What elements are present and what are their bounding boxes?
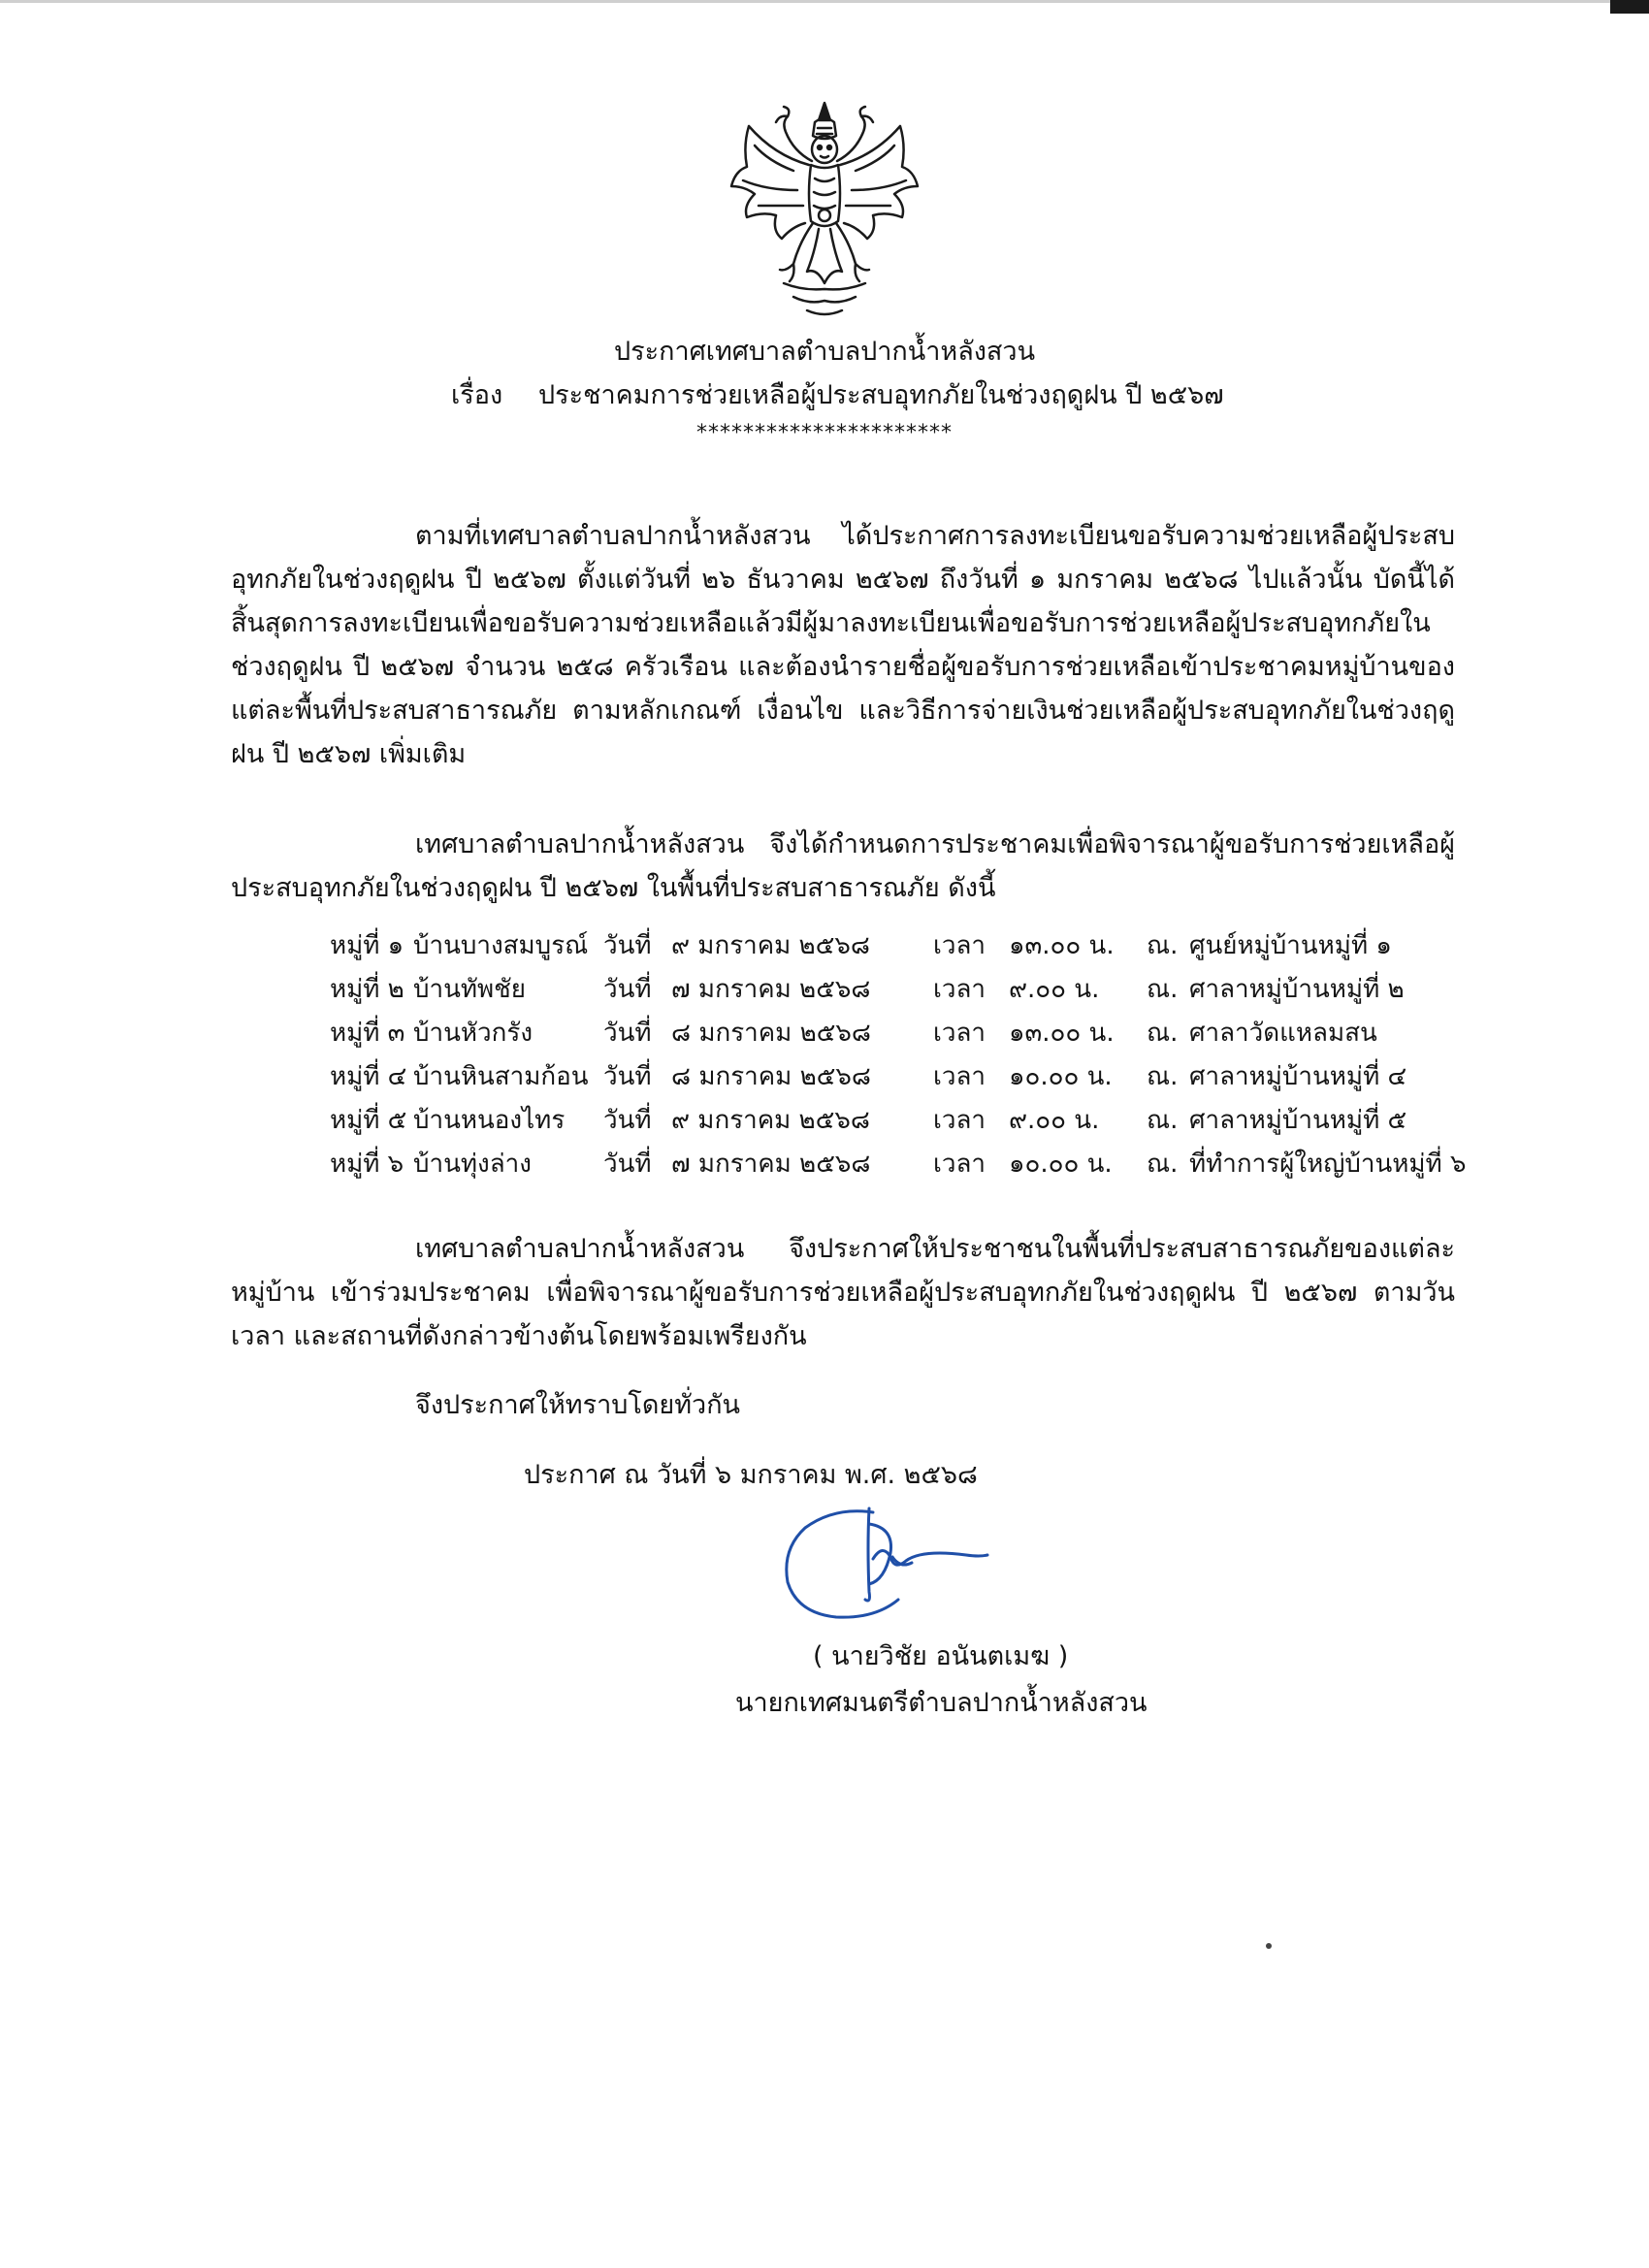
announcement-title: ประกาศเทศบาลตำบลปากน้ำหลังสวน [613,337,1036,367]
paragraph-schedule-intro: เทศบาลตำบลปากน้ำหลังสวน จึงได้กำหนดการประชาคมเพื่อพิจารณาผู้ขอรับการช่วยเหลือผู้ประสบอุทกภัยในช่วงฤดูฝน ปี ๒๕๖๗ ในพื้นที่ประสบสาธารณภัย ดังนี้ [231,829,1455,903]
schedule-date: ๙ มกราคม ๒๕๖๘ [671,931,870,960]
schedule-row [330,1012,1465,1055]
schedule-date: ๗ มกราคม ๒๕๖๘ [671,975,871,1004]
schedule-at: ณ. [1147,1062,1179,1091]
schedule-moo: หมู่ที่ ๖ [330,1150,404,1179]
schedule-time-label: เวลา [933,931,986,960]
paragraph-background: ตามที่เทศบาลตำบลปากน้ำหลังสวน ได้ประกาศการลงทะเบียนขอรับความช่วยเหลือผู้ประสบอุทกภัยในช่วงฤดูฝน ปี ๒๕๖๗ ตั้งแต่วันที่ ๒๖ ธันวาคม ๒๕๖๗ ถึงวันที่ ๑ มกราคม ๒๕๖๘ ไปแล้วนั้น บัดนี้ได้สิ้นสุดการลงทะเบียนเพื่อขอรับความช่วยเหลือแล้วมีผู้มาลงทะเบียนเพื่อขอรับการช่วยเหลือผู้ประสบอุทกภัยในช่วงฤดูฝน ปี ๒๕๖๗ จำนวน ๒๕๘ ครัวเรือน และต้องนำรายชื่อผู้ขอรับการช่วยเหลือเข้าประชาคมหมู่บ้านของแต่ละพื้นที่ประสบสาธารณภัย ตามหลักเกณฑ์ เงื่อนไข และวิธีการจ่ายเงินช่วยเหลือผู้ประสบอุทกภัยในช่วงฤดูฝน ปี ๒๕๖๗ เพิ่มเติม [231,521,1455,769]
schedule-day-label: วันที่ [603,975,652,1004]
schedule-row [330,1099,1465,1143]
schedule-time: ๑๓.๐๐ น. [1009,931,1115,960]
garuda-emblem-icon [726,97,923,320]
schedule-village: บ้านหนองไทร [413,1106,566,1135]
schedule-time-label: เวลา [933,975,986,1004]
schedule-place: ศาลาวัดแหลมสน [1189,1019,1377,1048]
schedule-row [330,924,1465,968]
schedule-row [330,1055,1465,1099]
meeting-schedule [330,924,1465,1186]
subject-text: ประชาคมการช่วยเหลือผู้ประสบอุทกภัยในช่วงฤดูฝน ปี ๒๕๖๗ [538,380,1224,410]
schedule-village: บ้านทัพชัย [413,975,527,1004]
schedule-place: ศาลาหมู่บ้านหมู่ที่ ๒ [1189,975,1405,1004]
scan-speck [1266,1943,1272,1949]
schedule-date: ๙ มกราคม ๒๕๖๘ [671,1106,870,1135]
schedule-time-label: เวลา [933,1019,986,1048]
schedule-time: ๑๐.๐๐ น. [1009,1150,1113,1179]
schedule-time: ๑๓.๐๐ น. [1009,1019,1115,1048]
schedule-time-label: เวลา [933,1106,986,1135]
schedule-village: บ้านทุ่งล่าง [413,1150,532,1179]
schedule-day-label: วันที่ [603,1106,652,1135]
schedule-moo: หมู่ที่ ๒ [330,975,404,1004]
schedule-date: ๗ มกราคม ๒๕๖๘ [671,1150,871,1179]
schedule-place: ศูนย์หมู่บ้านหมู่ที่ ๑ [1189,931,1392,960]
schedule-village: บ้านหินสามก้อน [413,1062,589,1091]
schedule-time-label: เวลา [933,1150,986,1179]
schedule-place: ศาลาหมู่บ้านหมู่ที่ ๕ [1189,1106,1407,1135]
schedule-row [330,1143,1465,1186]
paragraph-invitation: เทศบาลตำบลปากน้ำหลังสวน จึงประกาศให้ประชาชนในพื้นที่ประสบสาธารณภัยของแต่ละหมู่บ้าน เข้าร่วมประชาคม เพื่อพิจารณาผู้ขอรับการช่วยเหลือผู้ประสบอุทกภัยในช่วงฤดูฝน ปี ๒๕๖๗ ตามวัน เวลา และสถานที่ดังกล่าวข้างต้นโดยพร้อมเพรียงกัน [231,1234,1455,1351]
schedule-day-label: วันที่ [603,1150,652,1179]
closing-line: จึงประกาศให้ทราบโดยทั่วกัน [415,1390,740,1420]
signer-name: ( นายวิชัย อนันตเมฆ ) [813,1641,1069,1671]
schedule-time: ๙.๐๐ น. [1009,1106,1100,1135]
scan-edge [0,0,1649,3]
schedule-date: ๘ มกราคม ๒๕๖๘ [671,1019,871,1048]
schedule-village: บ้านหัวกรัง [413,1019,534,1048]
schedule-at: ณ. [1147,931,1179,960]
schedule-time: ๙.๐๐ น. [1009,975,1100,1004]
schedule-place: ศาลาหมู่บ้านหมู่ที่ ๔ [1189,1062,1407,1091]
schedule-village: บ้านบางสมบูรณ์ [413,931,589,960]
schedule-day-label: วันที่ [603,1019,652,1048]
signer-title: นายกเทศมนตรีตำบลปากน้ำหลังสวน [735,1688,1148,1718]
schedule-at: ณ. [1147,1106,1179,1135]
subject-label: เรื่อง [451,380,503,410]
schedule-moo: หมู่ที่ ๔ [330,1062,407,1091]
schedule-moo: หมู่ที่ ๑ [330,931,404,960]
schedule-row [330,968,1465,1012]
schedule-at: ณ. [1147,975,1179,1004]
schedule-moo: หมู่ที่ ๓ [330,1019,405,1048]
schedule-moo: หมู่ที่ ๕ [330,1106,407,1135]
schedule-at: ณ. [1147,1150,1179,1179]
schedule-time-label: เวลา [933,1062,986,1091]
schedule-day-label: วันที่ [603,931,652,960]
handwritten-signature-icon [776,1499,999,1625]
subject-line [451,373,1224,415]
schedule-place: ที่ทำการผู้ใหญ่บ้านหมู่ที่ ๖ [1189,1150,1467,1179]
announcement-date: ประกาศ ณ วันที่ ๖ มกราคม พ.ศ. ๒๕๖๘ [524,1460,978,1490]
schedule-time: ๑๐.๐๐ น. [1009,1062,1113,1091]
schedule-date: ๘ มกราคม ๒๕๖๘ [671,1062,871,1091]
schedule-day-label: วันที่ [603,1062,652,1091]
scan-corner-mark [1610,0,1649,14]
asterisk-divider: ********************** [696,421,953,445]
schedule-at: ณ. [1147,1019,1179,1048]
